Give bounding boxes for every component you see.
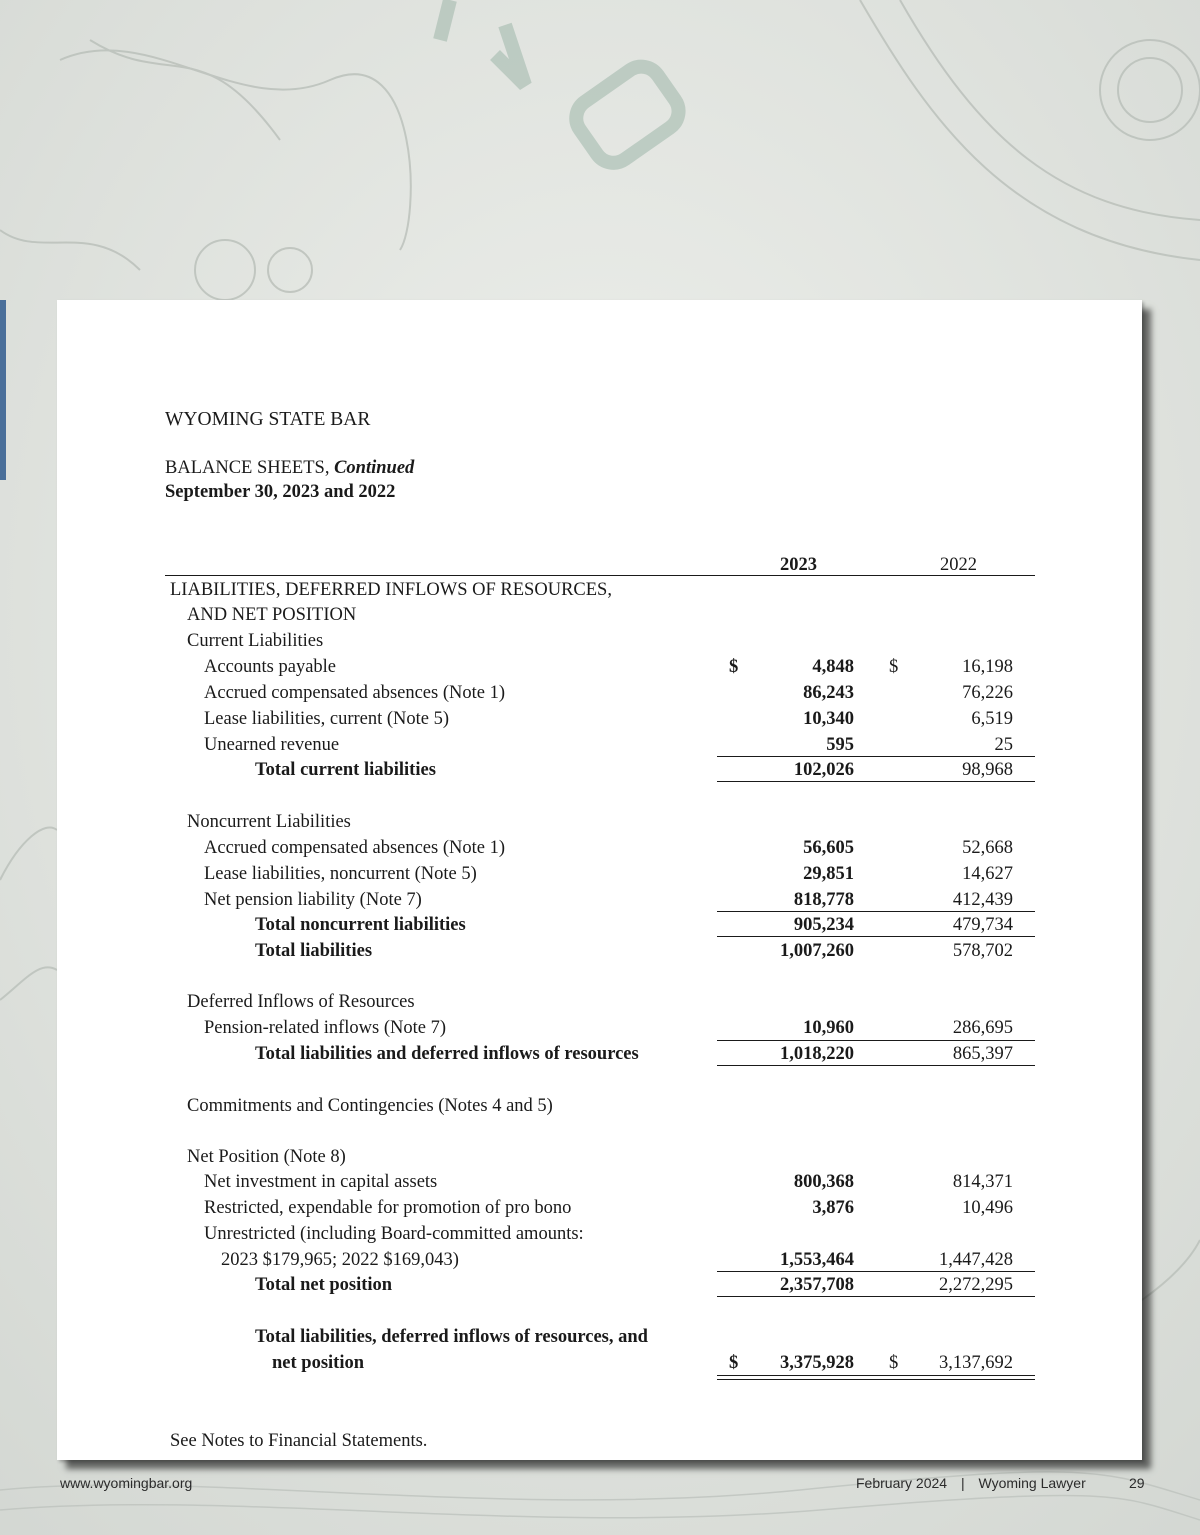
statement-title bbox=[165, 457, 414, 479]
row-label-continued: 2023 $179,965; 2022 $169,043) bbox=[221, 1250, 459, 1270]
grand-total-label-line1: Total liabilities, deferred inflows of resources, and bbox=[255, 1327, 648, 1347]
value-2022: 412,439 bbox=[952, 890, 1013, 910]
row-label: Accounts payable bbox=[204, 657, 337, 677]
total-label: Total noncurrent liabilities bbox=[255, 915, 466, 935]
total-value-2023: 1,007,260 bbox=[780, 941, 854, 961]
currency-symbol: $ bbox=[889, 1353, 899, 1373]
subtotal-rule bbox=[717, 756, 1035, 757]
row-label: Lease liabilities, current (Note 5) bbox=[204, 709, 450, 729]
value-2023: 10,340 bbox=[803, 709, 854, 729]
footer-separator: | bbox=[960, 1475, 965, 1491]
net-position-heading: Net Position (Note 8) bbox=[187, 1147, 346, 1167]
value-2022: 1,447,428 bbox=[939, 1250, 1013, 1270]
row-label: Accrued compensated absences (Note 1) bbox=[204, 838, 506, 858]
row-label: Unrestricted (including Board-committed amounts: bbox=[204, 1224, 584, 1244]
row-label: Accrued compensated absences (Note 1) bbox=[204, 683, 506, 703]
value-2023: 595 bbox=[826, 735, 854, 755]
grand-total-value-2023: 3,375,928 bbox=[780, 1353, 854, 1373]
value-2023: 4,848 bbox=[812, 657, 854, 677]
balance-sheet-page bbox=[57, 300, 1142, 1460]
row-label: Restricted, expendable for promotion of pro bono bbox=[204, 1198, 572, 1218]
subtotal-rule bbox=[717, 936, 1035, 937]
total-value-2023: 1,018,220 bbox=[780, 1044, 854, 1064]
grand-total-double-rule bbox=[717, 1379, 1035, 1380]
total-value-2022: 479,734 bbox=[952, 915, 1013, 935]
value-2022: 52,668 bbox=[962, 838, 1013, 858]
value-2022: 25 bbox=[994, 735, 1013, 755]
footer-publication: Wyoming Lawyer bbox=[978, 1475, 1086, 1491]
noncurrent-liabilities-heading: Noncurrent Liabilities bbox=[187, 812, 351, 832]
column-header-2022: 2022 bbox=[940, 555, 977, 575]
org-name: WYOMING STATE BAR bbox=[165, 409, 371, 430]
total-rule bbox=[717, 1065, 1035, 1066]
value-2023: 1,553,464 bbox=[780, 1250, 854, 1270]
value-2023: 3,876 bbox=[812, 1198, 854, 1218]
total-value-2022: 2,272,295 bbox=[939, 1275, 1013, 1295]
total-value-2022: 865,397 bbox=[952, 1044, 1013, 1064]
value-2023: 29,851 bbox=[803, 864, 854, 884]
section-title-line2: AND NET POSITION bbox=[187, 605, 357, 625]
currency-symbol: $ bbox=[729, 1353, 739, 1373]
row-label: Net pension liability (Note 7) bbox=[204, 890, 422, 910]
total-value-2023: 905,234 bbox=[793, 915, 854, 935]
value-2022: 16,198 bbox=[962, 657, 1013, 677]
row-label: Unearned revenue bbox=[204, 735, 340, 755]
row-label: Net investment in capital assets bbox=[204, 1172, 438, 1192]
total-rule bbox=[717, 1296, 1035, 1297]
subtotal-rule bbox=[717, 1271, 1035, 1272]
currency-symbol: $ bbox=[729, 657, 739, 677]
value-2023: 86,243 bbox=[803, 683, 854, 703]
row-label: Lease liabilities, noncurrent (Note 5) bbox=[204, 864, 477, 884]
row-label: Pension-related inflows (Note 7) bbox=[204, 1018, 446, 1038]
total-label: Total liabilities bbox=[255, 941, 373, 961]
total-label: Total net position bbox=[255, 1275, 393, 1295]
value-2022: 286,695 bbox=[952, 1018, 1013, 1038]
currency-symbol: $ bbox=[889, 657, 899, 677]
total-label: Total current liabilities bbox=[255, 760, 436, 780]
value-2023: 10,960 bbox=[803, 1018, 854, 1038]
total-label: Total liabilities and deferred inflows of resources bbox=[255, 1044, 639, 1064]
footer-issue bbox=[856, 1475, 1086, 1491]
total-value-2023: 2,357,708 bbox=[780, 1275, 854, 1295]
section-title-line1: LIABILITIES, DEFERRED INFLOWS OF RESOURCES, bbox=[170, 580, 612, 600]
header-rule bbox=[165, 575, 1035, 576]
grand-total-rule bbox=[717, 1375, 1035, 1376]
value-2022: 6,519 bbox=[971, 709, 1013, 729]
current-liabilities-heading: Current Liabilities bbox=[187, 631, 324, 651]
value-2023: 56,605 bbox=[803, 838, 854, 858]
grand-total-label-line2: net position bbox=[272, 1353, 365, 1373]
notes-reference: See Notes to Financial Statements. bbox=[170, 1431, 428, 1451]
statement-date: September 30, 2023 and 2022 bbox=[165, 482, 396, 502]
column-header-2023: 2023 bbox=[780, 555, 817, 575]
total-rule bbox=[717, 781, 1035, 782]
value-2023: 818,778 bbox=[793, 890, 854, 910]
footer-website-link[interactable]: www.wyomingbar.org bbox=[60, 1475, 193, 1491]
value-2023: 800,368 bbox=[793, 1172, 854, 1192]
statement-title-suffix: Continued bbox=[334, 458, 415, 478]
value-2022: 14,627 bbox=[962, 864, 1013, 884]
total-value-2022: 578,702 bbox=[952, 941, 1013, 961]
total-value-2022: 98,968 bbox=[962, 760, 1013, 780]
grand-total-value-2022: 3,137,692 bbox=[939, 1353, 1013, 1373]
total-value-2023: 102,026 bbox=[793, 760, 854, 780]
page-number: 29 bbox=[1129, 1475, 1145, 1491]
footer-date: February 2024 bbox=[856, 1475, 948, 1491]
commitments-line: Commitments and Contingencies (Notes 4 and 5) bbox=[187, 1096, 553, 1116]
subtotal-rule bbox=[717, 1040, 1035, 1041]
value-2022: 76,226 bbox=[962, 683, 1013, 703]
value-2022: 10,496 bbox=[962, 1198, 1013, 1218]
statement-title-text: BALANCE SHEETS, bbox=[165, 458, 330, 478]
value-2022: 814,371 bbox=[952, 1172, 1013, 1192]
subtotal-rule bbox=[717, 911, 1035, 912]
deferred-inflows-heading: Deferred Inflows of Resources bbox=[187, 992, 415, 1012]
